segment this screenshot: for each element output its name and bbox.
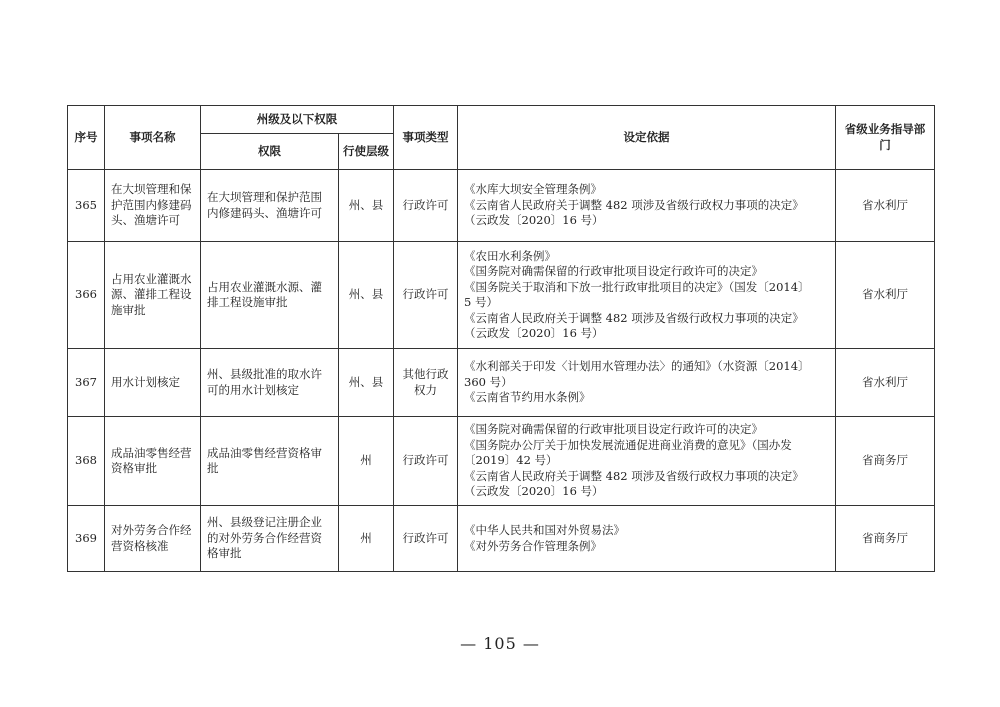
row-type: 行政许可 (394, 242, 458, 349)
row-seq: 366 (68, 242, 105, 349)
row-type: 行政许可 (394, 417, 458, 506)
table-row (68, 417, 935, 506)
row-item-name: 占用农业灌溉水源、灌排工程设施审批 (111, 271, 192, 317)
row-level: 州 (339, 417, 394, 506)
row-authority: 州、县级批准的取水许可的用水计划核定 (207, 367, 322, 397)
basis-line: 5 号） (464, 295, 498, 309)
basis-line: 《云南省人民政府关于调整 482 项涉及省级行政权力事项的决定》 (464, 197, 804, 212)
table-row (68, 242, 935, 349)
row-authority: 成品油零售经营资格审批 (207, 445, 322, 475)
basis-line: 《云南省节约用水条例》 (464, 390, 591, 405)
basis-line: 《国务院关于取消和下放一批行政审批项目的决定》（国发〔2014〕 (464, 279, 810, 294)
basis-line: 《水库大坝安全管理条例》 (464, 182, 602, 197)
header-authority: 权限 (201, 134, 339, 170)
row-dept: 省水利厅 (836, 242, 935, 349)
row-dept: 省水利厅 (836, 170, 935, 242)
basis-line: 《国务院办公厅关于加快发展流通促进商业消费的意见》（国办发 (464, 437, 792, 452)
row-item-name: 用水计划核定 (111, 374, 180, 389)
row-basis (458, 242, 836, 349)
row-level: 州、县 (339, 242, 394, 349)
page-number: — 105 — (460, 634, 540, 653)
basis-line: 《水利部关于印发〈计划用水管理办法〉的通知》（水资源〔2014〕 (464, 359, 810, 374)
row-level: 州、县 (339, 170, 394, 242)
row-authority: 占用农业灌溉水源、灌排工程设施审批 (207, 279, 322, 309)
row-item-name: 在大坝管理和保护范围内修建码头、渔塘许可 (111, 182, 192, 228)
basis-line: 360 号） (464, 374, 513, 389)
table-row (68, 506, 935, 572)
basis-line: （云政发〔2020〕16 号） (464, 213, 604, 228)
header-level: 行使层级 (339, 134, 394, 170)
row-seq: 365 (68, 170, 105, 242)
basis-line: 《云南省人民政府关于调整 482 项涉及省级行政权力事项的决定》 (464, 310, 804, 325)
row-seq: 367 (68, 349, 105, 417)
row-level: 州、县 (339, 349, 394, 417)
row-basis (458, 349, 836, 417)
table-row (68, 349, 935, 417)
basis-line: 《国务院对确需保留的行政审批项目设定行政许可的决定》 (464, 422, 763, 437)
row-seq: 369 (68, 506, 105, 572)
row-basis (458, 506, 836, 572)
header-item-type: 事项类型 (394, 106, 458, 170)
basis-line: 《云南省人民政府关于调整 482 项涉及省级行政权力事项的决定》 (464, 468, 804, 483)
row-dept: 省水利厅 (836, 349, 935, 417)
header-dept: 省级业务指导部门 (836, 106, 935, 170)
authority-table (67, 105, 935, 572)
header-prefecture-group: 州级及以下权限 (201, 106, 394, 134)
basis-line: （云政发〔2020〕16 号） (464, 484, 604, 499)
basis-line: 《农田水利条例》 (464, 248, 556, 263)
row-item-name: 对外劳务合作经营资格核准 (111, 523, 192, 553)
basis-line: 《对外劳务合作管理条例》 (464, 538, 602, 553)
row-seq: 368 (68, 417, 105, 506)
row-type: 行政许可 (394, 170, 458, 242)
row-type: 行政许可 (394, 506, 458, 572)
basis-line: 《国务院对确需保留的行政审批项目设定行政许可的决定》 (464, 264, 763, 278)
row-dept: 省商务厅 (836, 417, 935, 506)
row-basis (458, 417, 836, 506)
basis-line: 《中华人民共和国对外贸易法》 (464, 523, 625, 537)
table-row (68, 170, 935, 242)
header-basis: 设定依据 (458, 106, 836, 170)
header-item-name: 事项名称 (105, 106, 201, 170)
row-type: 其他行政权力 (402, 367, 449, 397)
row-authority: 州、县级登记注册企业的对外劳务合作经营资格审批 (207, 515, 322, 561)
basis-line: 〔2019〕42 号） (464, 453, 558, 468)
header-seq: 序号 (68, 106, 105, 170)
basis-line: （云政发〔2020〕16 号） (464, 326, 604, 340)
row-dept: 省商务厅 (836, 506, 935, 572)
row-level: 州 (339, 506, 394, 572)
row-authority: 在大坝管理和保护范围内修建码头、渔塘许可 (207, 190, 322, 220)
row-item-name: 成品油零售经营资格审批 (111, 445, 192, 475)
row-basis (458, 170, 836, 242)
